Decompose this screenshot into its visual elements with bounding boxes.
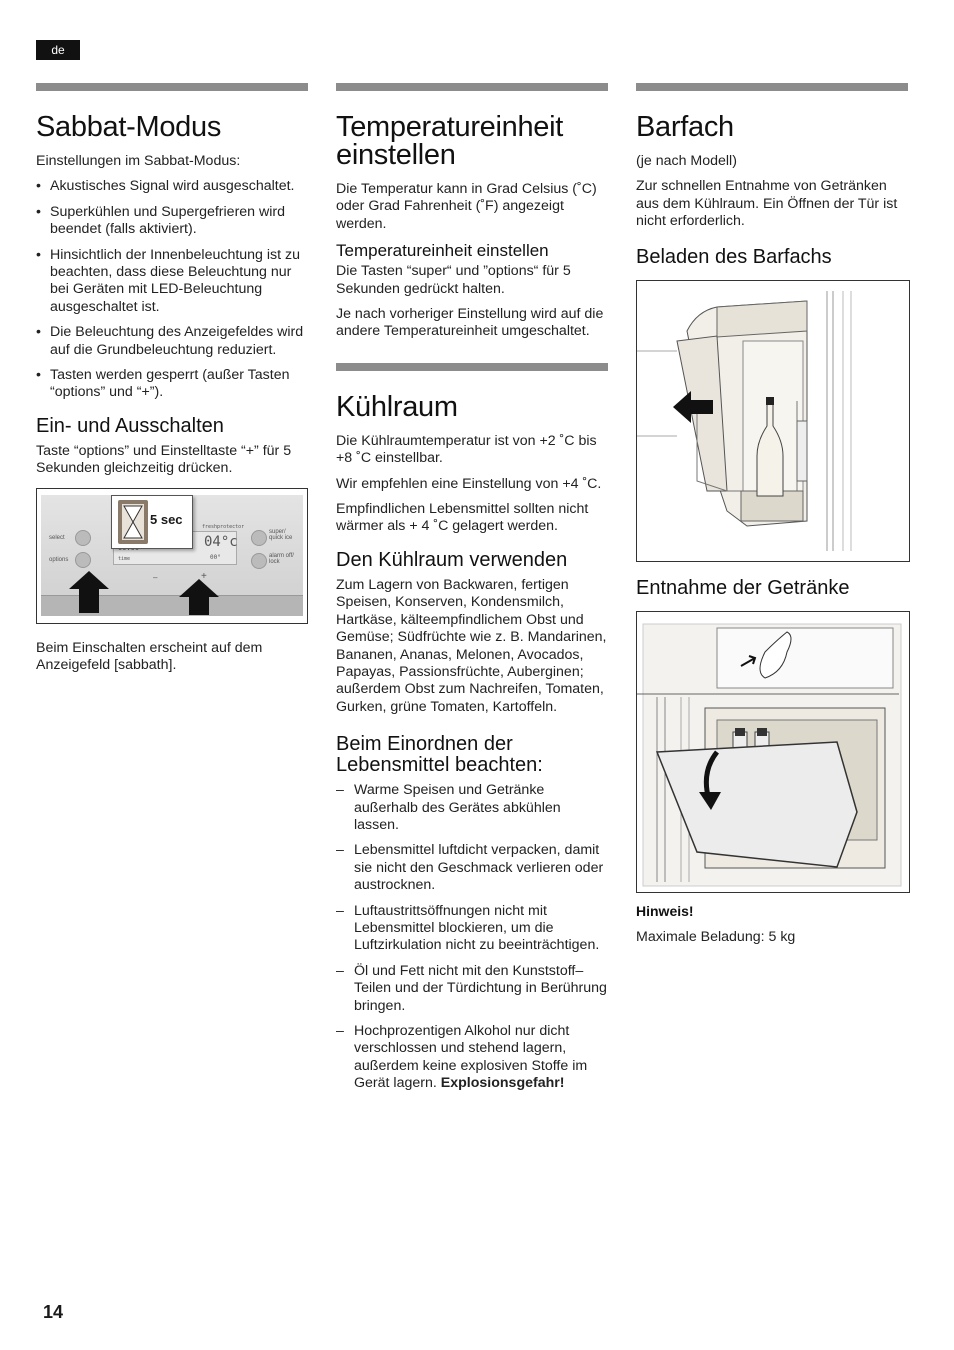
sabbat-intro: Einstellungen im Sabbat-Modus: — [36, 153, 241, 169]
section-title-kuehlraum: Kühlraum — [336, 390, 458, 423]
hint-text: Maximale Beladung: 5 kg — [636, 928, 796, 945]
bar-door-opening-image — [637, 612, 909, 892]
subsection-title-storage: Beim Einordnen der Lebensmittel beachten: — [336, 733, 543, 777]
kuehlraum-p1: Die Kühlraumtemperatur ist von +2 ˚C bis +8 ˚C einstellbar. — [336, 432, 597, 467]
list-item: • Tasten werden gesperrt (außer Tasten “options” und “+”). — [36, 367, 308, 402]
subsection-title-removal: Entnahme der Getränke — [636, 576, 850, 599]
section-rule — [336, 363, 608, 371]
minus-label: – — [153, 572, 158, 582]
section-rule — [636, 83, 908, 91]
list-item — [336, 1023, 608, 1093]
list-item: – Öl und Fett nicht mit den Kunststoff–Teilen und der Türdichtung in Berührung bringen. — [336, 963, 608, 1015]
alarm-label: alarm off/ lock — [269, 552, 294, 565]
storage-dash-list — [336, 782, 608, 1093]
list-item: • Hinsichtlich der Innenbeleuchtung ist zu beachten, dass diese Beleuchtung nur bei Geräten mit LED-Beleuchtung ausgeschaltet ist. — [36, 247, 308, 317]
column-sabbat — [36, 83, 308, 683]
plus-label: + — [201, 570, 207, 582]
list-item: • Superkühlen und Supergefrieren wird beendet (falls aktiviert). — [36, 204, 308, 239]
section-rule — [336, 83, 608, 91]
section-title-sabbat: Sabbat-Modus — [36, 111, 222, 143]
list-item: • Akustisches Signal wird ausgeschaltet. — [36, 178, 308, 195]
column-temperature — [336, 83, 608, 1101]
control-panel — [41, 495, 303, 615]
kuehlraum-p3: Empfindlichen Lebensmittel sollten nicht wärmer als + 4 ˚C gelagert werden. — [336, 501, 589, 535]
arrow-up-icon — [69, 571, 109, 613]
barfach-model-note: (je nach Modell) — [636, 153, 737, 169]
removal-illustration — [636, 611, 910, 893]
loading-illustration — [636, 280, 910, 562]
lcd-temperature: 04°c — [204, 533, 238, 550]
options-label: options — [49, 556, 69, 563]
subsection-title-use: Den Kühlraum verwenden — [336, 548, 568, 571]
kuehlraum-p2: Wir empfehlen eine Einstellung von +4 ˚C. — [336, 475, 602, 492]
select-label: select — [49, 534, 65, 541]
section-title-temperature: Temperatureinheit einstellen — [336, 111, 564, 171]
page-number: 14 — [43, 1302, 64, 1322]
section-rule — [36, 83, 308, 91]
super-label: super/ quick ice — [269, 528, 293, 541]
kuehlraum-use-text: Zum Lagern von Backwaren, fertigen Speisen, Konserven, Kondensmilch, Hartkäse, kälteempfindlichem Obst und Gemüse; Südfrüchte wie z. B. Mandarinen, Bananen, Ananas, Melonen, Avocados, Papayas, Passionsfrüchte, Auberginen; außerdem Obst zum Nachreifen, Tomaten, Gurken, grüne Tomaten, Kartoffeln. — [336, 576, 607, 715]
list-item: – Warme Speisen und Getränke außerhalb des Gerätes abkühlen lassen. — [336, 782, 608, 834]
column-barfach — [636, 83, 908, 954]
timer-label: 5 sec — [150, 511, 183, 527]
list-item: – Lebensmittel luftdicht verpacken, damit sie nicht den Geschmack verlieren oder austrocknen. — [336, 842, 608, 894]
section-title-barfach: Barfach — [636, 111, 734, 143]
press-arrows — [41, 495, 303, 615]
sabbat-bullet-list — [36, 178, 308, 401]
subsection-title-loading: Beladen des Barfachs — [636, 245, 832, 268]
temperature-intro: Die Temperatur kann in Grad Celsius (˚C) oder Grad Fahrenheit (˚F) angezeigt werden. — [336, 181, 597, 232]
subsection-title-temperature: Temperatureinheit einstellen — [336, 241, 549, 261]
bar-compartment-open-image — [637, 281, 909, 561]
temperature-p2: Je nach vorheriger Einstellung wird auf die andere Temperatureinheit umgeschaltet. — [336, 306, 604, 340]
control-panel-figure — [36, 488, 308, 624]
figure-caption: Beim Einschalten erscheint auf dem Anzeigefeld [sabbath]. — [36, 639, 263, 674]
on-off-text: Taste “options” und Einstelltaste “+” für 5 Sekunden gleichzeitig drücken. — [36, 442, 292, 477]
language-badge: de — [36, 40, 80, 60]
list-item: • Die Beleuchtung des Anzeigefeldes wird auf die Grundbeleuchtung reduziert. — [36, 324, 308, 359]
subsection-title-on-off: Ein- und Ausschalten — [36, 414, 224, 437]
arrow-up-icon — [179, 579, 219, 615]
hint-title: Hinweis! — [636, 902, 694, 919]
barfach-description: Zur schnellen Entnahme von Getränken aus dem Kühlraum. Ein Öffnen der Tür ist nicht erforderlich. — [636, 178, 898, 230]
lcd-other: 00° — [210, 553, 221, 561]
alcohol-text: Hochprozentigen Alkohol nur dicht verschlossen und stehend lagern, außerdem keine explosiven Stoffe im Gerät lagern. — [354, 1023, 588, 1092]
lcd-fresh-label: freshprotector — [202, 523, 245, 530]
lcd-time-label: time — [118, 555, 131, 562]
explosion-warning: Explosionsgefahr! — [440, 1075, 565, 1092]
temperature-p1: Die Tasten “super“ und ”options“ für 5 Sekunden gedrückt halten. — [336, 263, 571, 297]
list-item: – Luftaustrittsöffnungen nicht mit Lebensmittel blockieren, um die Luftzirkulation nicht zu beeinträchtigen. — [336, 903, 608, 955]
